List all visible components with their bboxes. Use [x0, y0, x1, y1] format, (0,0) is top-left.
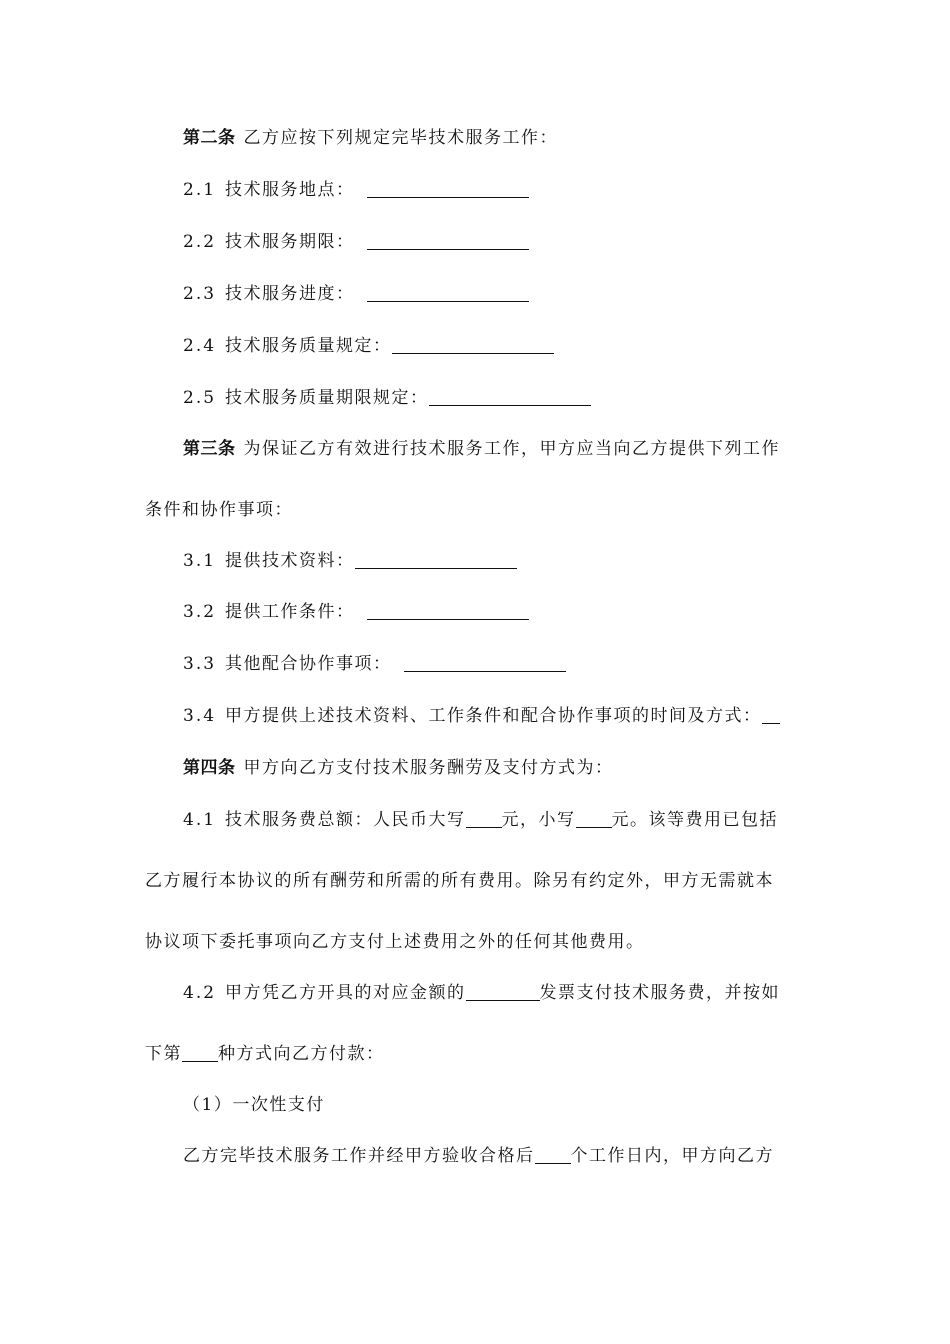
clause-3-2: 3.2 提供工作条件：	[183, 601, 529, 623]
payment-option-1-text: 乙方完毕技术服务工作并经甲方验收合格后 个工作日内，甲方向乙方	[183, 1146, 774, 1166]
clause-2-1: 2.1 技术服务地点：	[183, 179, 529, 201]
clause-4-2-line-2: 下第 种方式向乙方付款：	[145, 1044, 385, 1064]
clause-4-1: 4.1 技术服务费总额：人民币大写 元，小写 元。该等费用已包括	[183, 810, 778, 830]
blank-field[interactable]	[466, 984, 540, 1001]
clause-2-5: 2.5 技术服务质量期限规定：	[183, 387, 591, 409]
clause-3-3: 3.3 其他配合协作事项：	[183, 653, 566, 675]
blank-field[interactable]	[576, 811, 612, 828]
blank-field[interactable]	[535, 1147, 571, 1164]
article-2-heading: 第二条 乙方应按下列规定完毕技术服务工作：	[183, 128, 558, 148]
article-3-continuation: 条件和协作事项：	[145, 500, 293, 520]
blank-field[interactable]	[182, 1045, 218, 1062]
clause-4-1-line-3: 协议项下委托事项向乙方支付上述费用之外的任何其他费用。	[145, 932, 645, 952]
article-4-heading: 第四条 甲方向乙方支付技术服务酬劳及支付方式为：	[183, 758, 614, 778]
clause-4-2: 4.2 甲方凭乙方开具的对应金额的 发票支付技术服务费，并按如	[183, 983, 780, 1003]
blank-field[interactable]	[466, 811, 502, 828]
blank-field[interactable]	[367, 285, 529, 302]
blank-field[interactable]	[367, 181, 529, 198]
blank-field[interactable]	[762, 707, 780, 724]
clause-2-3: 2.3 技术服务进度：	[183, 283, 529, 305]
blank-field[interactable]	[355, 552, 517, 569]
blank-field[interactable]	[367, 233, 529, 250]
blank-field[interactable]	[404, 655, 566, 672]
blank-field[interactable]	[429, 389, 591, 406]
clause-3-1: 3.1 提供技术资料：	[183, 550, 517, 572]
blank-field[interactable]	[367, 603, 529, 620]
clause-2-4: 2.4 技术服务质量规定：	[183, 335, 554, 357]
clause-3-4: 3.4 甲方提供上述技术资料、工作条件和配合协作事项的时间及方式：	[183, 705, 780, 727]
blank-field[interactable]	[392, 337, 554, 354]
clause-4-1-line-2: 乙方履行本协议的所有酬劳和所需的所有费用。除另有约定外，甲方无需就本	[145, 871, 774, 891]
clause-2-2: 2.2 技术服务期限：	[183, 231, 529, 253]
payment-option-1: （1）一次性支付	[183, 1095, 325, 1115]
article-3-heading: 第三条 为保证乙方有效进行技术服务工作，甲方应当向乙方提供下列工作	[183, 439, 780, 459]
